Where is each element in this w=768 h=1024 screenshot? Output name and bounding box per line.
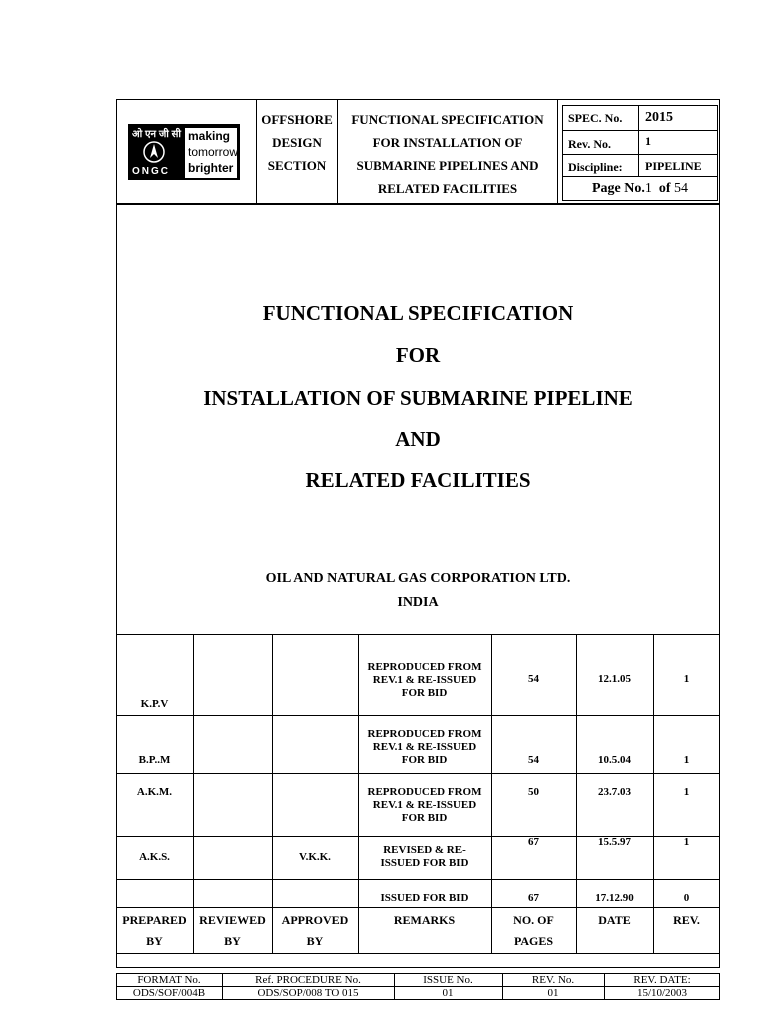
- row-pages: 67: [528, 892, 539, 904]
- row-rev: 1: [683, 786, 690, 798]
- logo-hindi-text: ओ एन जी सी: [132, 129, 182, 140]
- page-number: Page No.1 of 54: [591, 181, 689, 196]
- flame-icon: [142, 140, 166, 164]
- logo-brand: ONGC: [132, 166, 170, 177]
- row-pages: 50: [528, 786, 539, 798]
- row-date: 17.12.90: [595, 892, 634, 904]
- footer-label: ISSUE No.: [423, 974, 473, 986]
- footer-value: ODS/SOP/008 TO 015: [257, 987, 359, 999]
- footer-value: ODS/SOF/004B: [132, 987, 206, 999]
- footer-value: 01: [547, 987, 559, 999]
- row-remarks: REPRODUCED FROM REV.1 & RE-ISSUED FOR BID: [367, 728, 482, 766]
- col-header-prepared: PREPARED BY: [122, 913, 187, 948]
- discipline-label: Discipline:: [568, 160, 623, 174]
- row-date: 15.5.97: [598, 836, 631, 848]
- col-header-date: DATE: [598, 913, 631, 927]
- header-title: FUNCTIONAL SPECIFICATION FOR INSTALLATION OF SUBMARINE PIPELINES AND RELATED FACILITIES: [351, 112, 544, 196]
- main-title: FUNCTIONAL SPECIFICATION FOR INSTALLATION OF SUBMARINE PIPELINE AND RELATED FACILITIES: [203, 301, 633, 492]
- discipline-value: PIPELINE: [645, 159, 702, 173]
- header-divider: [116, 203, 720, 205]
- col-header-rev: REV.: [673, 913, 700, 927]
- row-pages: 67: [528, 836, 539, 848]
- row-pages: 54: [528, 673, 539, 685]
- row-approved: V.K.K.: [299, 851, 331, 863]
- row-rev: 1: [683, 754, 690, 766]
- logo-tagline: making tomorrow brighter: [185, 128, 237, 178]
- row-remarks: ISSUED FOR BID: [380, 892, 469, 904]
- table-row: B.P..M: [138, 754, 171, 766]
- footer-value: 15/10/2003: [636, 987, 688, 999]
- spec-label: SPEC. No.: [568, 111, 623, 125]
- row-rev: 1: [683, 673, 690, 685]
- row-pages: 54: [528, 754, 539, 766]
- row-remarks: REVISED & RE-ISSUED FOR BID: [380, 844, 469, 869]
- table-row: K.P.V: [140, 698, 169, 710]
- col-header-pages: NO. OF PAGES: [513, 913, 554, 948]
- footer-label: FORMAT No.: [137, 974, 201, 986]
- footer-label: REV. DATE:: [633, 974, 691, 986]
- rev-value: 1: [645, 134, 651, 148]
- col-header-reviewed: REVIEWED BY: [199, 913, 266, 948]
- ongc-logo: [128, 124, 240, 180]
- row-rev: 1: [683, 836, 690, 848]
- row-rev: 0: [683, 892, 690, 904]
- footer-label: REV. No.: [531, 974, 575, 986]
- row-date: 10.5.04: [598, 754, 631, 766]
- rev-label: Rev. No.: [568, 137, 611, 151]
- table-row: A.K.M.: [136, 786, 173, 798]
- header-col-line: [557, 99, 558, 203]
- footer-value: 01: [442, 987, 454, 999]
- table-row: A.K.S.: [139, 851, 170, 863]
- col-header-remarks: REMARKS: [393, 913, 456, 927]
- row-date: 23.7.03: [598, 786, 631, 798]
- company-country: INDIA: [397, 595, 439, 610]
- spec-value: 2015: [645, 110, 673, 125]
- row-remarks: REPRODUCED FROM REV.1 & RE-ISSUED FOR BID: [367, 786, 482, 824]
- row-date: 12.1.05: [598, 673, 631, 685]
- company-name: OIL AND NATURAL GAS CORPORATION LTD.: [265, 571, 571, 586]
- footer-label: Ref. PROCEDURE No.: [255, 974, 361, 986]
- col-header-approved: APPROVED BY: [281, 913, 349, 948]
- header-section: OFFSHORE DESIGN SECTION: [261, 112, 333, 173]
- row-remarks: REPRODUCED FROM REV.1 & RE-ISSUED FOR BID: [367, 661, 482, 699]
